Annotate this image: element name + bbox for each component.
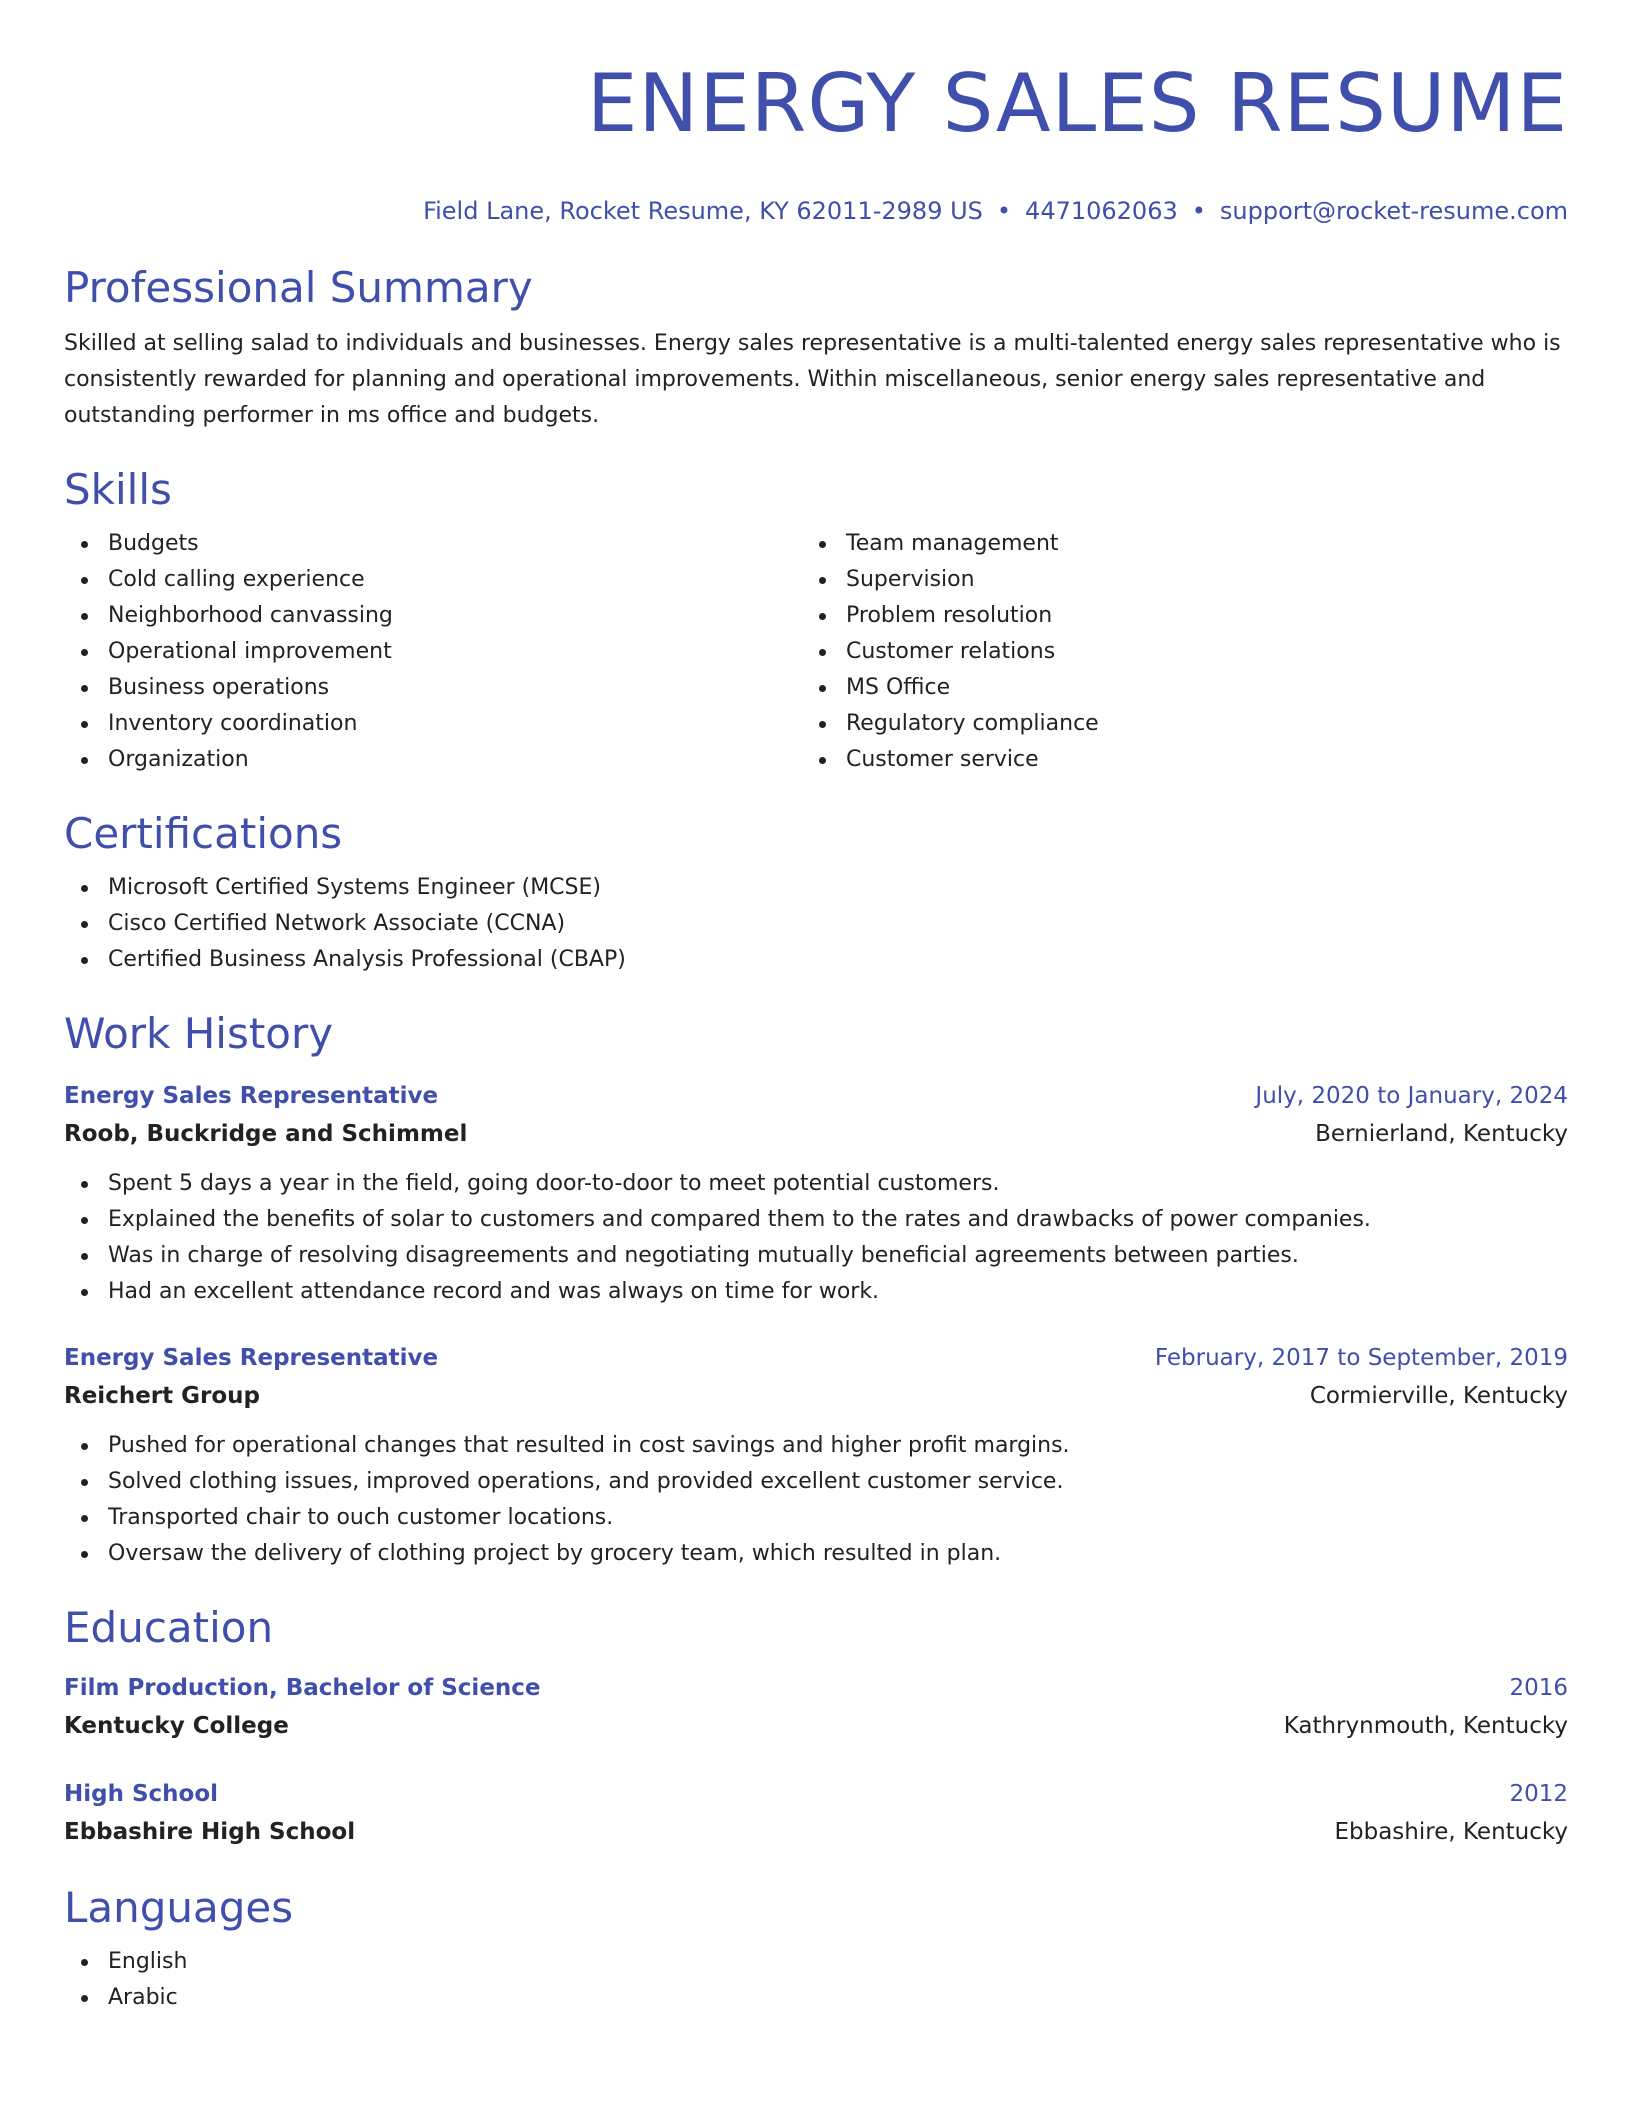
summary-heading: Professional Summary	[64, 263, 533, 312]
skill-item: Supervision	[846, 562, 1540, 598]
contact-address: Field Lane, Rocket Resume, KY 62011-2989 US	[423, 197, 983, 225]
skill-item: Regulatory compliance	[846, 706, 1540, 742]
certifications-list	[64, 870, 1568, 978]
resume-header	[64, 44, 1568, 226]
skills-section	[64, 462, 1568, 778]
job-bullet: Oversaw the delivery of clothing project by grocery team, which resulted in plan.	[108, 1536, 1568, 1572]
skill-item: Customer service	[846, 742, 1540, 778]
job-title-row	[64, 1340, 1568, 1376]
job-company: Roob, Buckridge and Schimmel	[64, 1121, 468, 1147]
skill-item: Operational improvement	[108, 634, 802, 670]
work-history-heading: Work History	[64, 1009, 334, 1058]
skill-item: MS Office	[846, 670, 1540, 706]
contact-line	[64, 196, 1568, 226]
languages-section	[64, 1880, 1568, 2016]
contact-phone: 4471062063	[1025, 197, 1178, 225]
languages-list	[64, 1944, 1568, 2016]
job-bullet: Explained the benefits of solar to customers and compared them to the rates and drawbacks of power companies.	[108, 1202, 1568, 1238]
job-bullet: Solved clothing issues, improved operations, and provided excellent customer service.	[108, 1464, 1568, 1500]
education-heading: Education	[64, 1603, 274, 1652]
education-school-row	[64, 1812, 1568, 1852]
skill-item: Team management	[846, 526, 1540, 562]
job-bullets	[64, 1428, 1568, 1572]
job-bullet: Had an excellent attendance record and was always on time for work.	[108, 1274, 1568, 1310]
education-entry	[64, 1670, 1568, 1746]
language-item: Arabic	[108, 1980, 1568, 2016]
certification-item: Microsoft Certified Systems Engineer (MCSE)	[108, 870, 1568, 906]
summary-text: Skilled at selling salad to individuals and businesses. Energy sales representative is a multi-talented energy sales representative who is consistently rewarded for planning and operational improvements. Within miscellaneous, senior energy sales representative and outstanding performer in ms office and budgets.	[64, 331, 1561, 428]
certifications-section	[64, 806, 1568, 978]
job-dates: July, 2020 to January, 2024	[1255, 1083, 1568, 1109]
education-degree: High School	[64, 1781, 219, 1807]
education-school: Ebbashire High School	[64, 1819, 356, 1845]
job-company-row	[64, 1114, 1568, 1154]
education-section	[64, 1600, 1568, 1852]
certification-item: Certified Business Analysis Professional (CBAP)	[108, 942, 1568, 978]
job-bullet: Spent 5 days a year in the field, going door-to-door to meet potential customers.	[108, 1166, 1568, 1202]
contact-email: support@rocket-resume.com	[1219, 197, 1568, 225]
skill-item: Problem resolution	[846, 598, 1540, 634]
education-entry	[64, 1776, 1568, 1852]
job-location: Bernierland, Kentucky	[1315, 1121, 1568, 1147]
education-degree: Film Production, Bachelor of Science	[64, 1675, 541, 1701]
skill-item: Business operations	[108, 670, 802, 706]
job-role: Energy Sales Representative	[64, 1345, 439, 1371]
job-company-row	[64, 1376, 1568, 1416]
skill-item: Neighborhood canvassing	[108, 598, 802, 634]
skills-list-right	[802, 526, 1540, 778]
work-history-section	[64, 1006, 1568, 1572]
education-school-row	[64, 1706, 1568, 1746]
skills-list-left	[64, 526, 802, 778]
skills-heading: Skills	[64, 465, 172, 514]
skill-item: Budgets	[108, 526, 802, 562]
skills-grid	[64, 526, 1568, 778]
job-bullet: Pushed for operational changes that resulted in cost savings and higher profit margins.	[108, 1428, 1568, 1464]
job-company: Reichert Group	[64, 1383, 261, 1409]
job-role: Energy Sales Representative	[64, 1083, 439, 1109]
certifications-heading: Certifications	[64, 809, 343, 858]
job-entry	[64, 1340, 1568, 1572]
summary-section	[64, 260, 1568, 434]
education-year: 2012	[1509, 1781, 1568, 1807]
job-dates: February, 2017 to September, 2019	[1154, 1345, 1568, 1371]
education-location: Ebbashire, Kentucky	[1334, 1819, 1568, 1845]
education-location: Kathrynmouth, Kentucky	[1283, 1713, 1568, 1739]
job-bullet: Transported chair to ouch customer locations.	[108, 1500, 1568, 1536]
education-degree-row	[64, 1776, 1568, 1812]
education-school: Kentucky College	[64, 1713, 289, 1739]
job-title-row	[64, 1078, 1568, 1114]
contact-separator: •	[1191, 197, 1206, 225]
skill-item: Customer relations	[846, 634, 1540, 670]
skill-item: Cold calling experience	[108, 562, 802, 598]
job-bullets	[64, 1166, 1568, 1310]
language-item: English	[108, 1944, 1568, 1980]
job-bullet: Was in charge of resolving disagreements and negotiating mutually beneficial agreements between parties.	[108, 1238, 1568, 1274]
education-degree-row	[64, 1670, 1568, 1706]
job-location: Cormierville, Kentucky	[1309, 1383, 1568, 1409]
contact-separator: •	[996, 197, 1012, 225]
certification-item: Cisco Certified Network Associate (CCNA)	[108, 906, 1568, 942]
resume-title: ENERGY SALES RESUME	[586, 57, 1568, 150]
skill-item: Inventory coordination	[108, 706, 802, 742]
skill-item: Organization	[108, 742, 802, 778]
education-year: 2016	[1509, 1675, 1568, 1701]
job-entry	[64, 1078, 1568, 1310]
languages-heading: Languages	[64, 1883, 294, 1932]
